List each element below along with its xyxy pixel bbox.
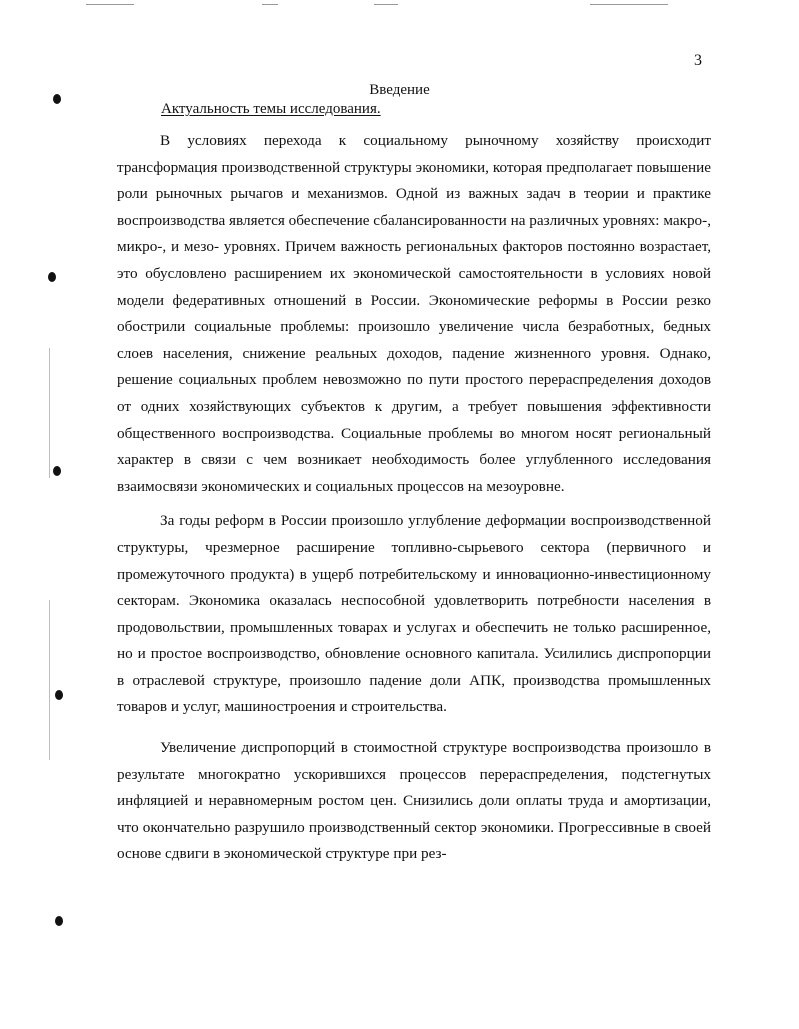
margin-dot bbox=[55, 690, 63, 700]
section-subtitle: Актуальность темы исследования. bbox=[161, 101, 381, 117]
scan-artifact-line bbox=[374, 4, 398, 5]
paragraph: В условиях перехода к социальному рыночному хозяйству происходит трансформация производственной структуры экономики, которая предполагает повышение роли рыночных рычагов и механизмов. Одной из важных задач в теории и практике воспроизводства является обеспечение сбалансированности на различных уровнях: макро-, микро-, и мезо- уровнях. Причем важность региональных факторов постоянно возрастает, это обусловлено расширением их экономической самостоятельности в условиях новой модели федеративных отношений в России. Экономические реформы в России резко обострили социальные проблемы: произошло увеличение числа безработных, бедных слоев населения, снижение реальных доходов, падение жизненного уровня. Однако, решение социальных проблем невозможно по пути простого перераспределения доходов от одних хозяйствующих субъектов к другим, а требует повышения эффективности общественного воспроизводства. Социальные проблемы во многом носят региональный характер в связи с чем возникает необходимость более углубленного исследования взаимосвязи экономических и социальных процессов на мезоуровне. bbox=[117, 132, 711, 495]
scan-artifact-line bbox=[86, 4, 134, 5]
scan-artifact-line bbox=[590, 4, 668, 5]
margin-rule bbox=[49, 348, 50, 478]
scan-artifact-line bbox=[262, 4, 278, 5]
margin-dot bbox=[55, 916, 63, 926]
margin-dot bbox=[48, 272, 56, 282]
paragraph: Увеличение диспропорций в стоимостной структуре воспроизводства произошло в результате многократно ускорившихся процессов перераспределения, подстегнутых инфляцией и неравномерным ростом цен. Снизились доли оплаты труда и амортизации, что окончательно разрушило производственный сектор экономики. Прогрессивные в своей основе сдвиги в экономической структуре при рез- bbox=[117, 739, 711, 863]
page-number: 3 bbox=[694, 52, 702, 69]
margin-rule bbox=[49, 600, 50, 760]
paragraph: За годы реформ в России произошло углубление деформации воспроизводственной структуры, чрезмерное расширение топливно-сырьевого сектора (первичного и промежуточного продукта) в ущерб потребительскому и инновационно-инвестиционному секторам. Экономика оказалась неспособной удовлетворить потребности населения в продовольствии, промышленных товарах и услугах и обеспечить не только расширенное, но и простое воспроизводство, обновление основного капитала. Усилились диспропорции в отраслевой структуре, произошло падение доли АПК, производства промышленных товаров и услуг, машиностроения и строительства. bbox=[117, 512, 711, 716]
body-text bbox=[117, 128, 711, 868]
section-title: Введение bbox=[369, 82, 430, 98]
margin-dot bbox=[53, 466, 61, 476]
